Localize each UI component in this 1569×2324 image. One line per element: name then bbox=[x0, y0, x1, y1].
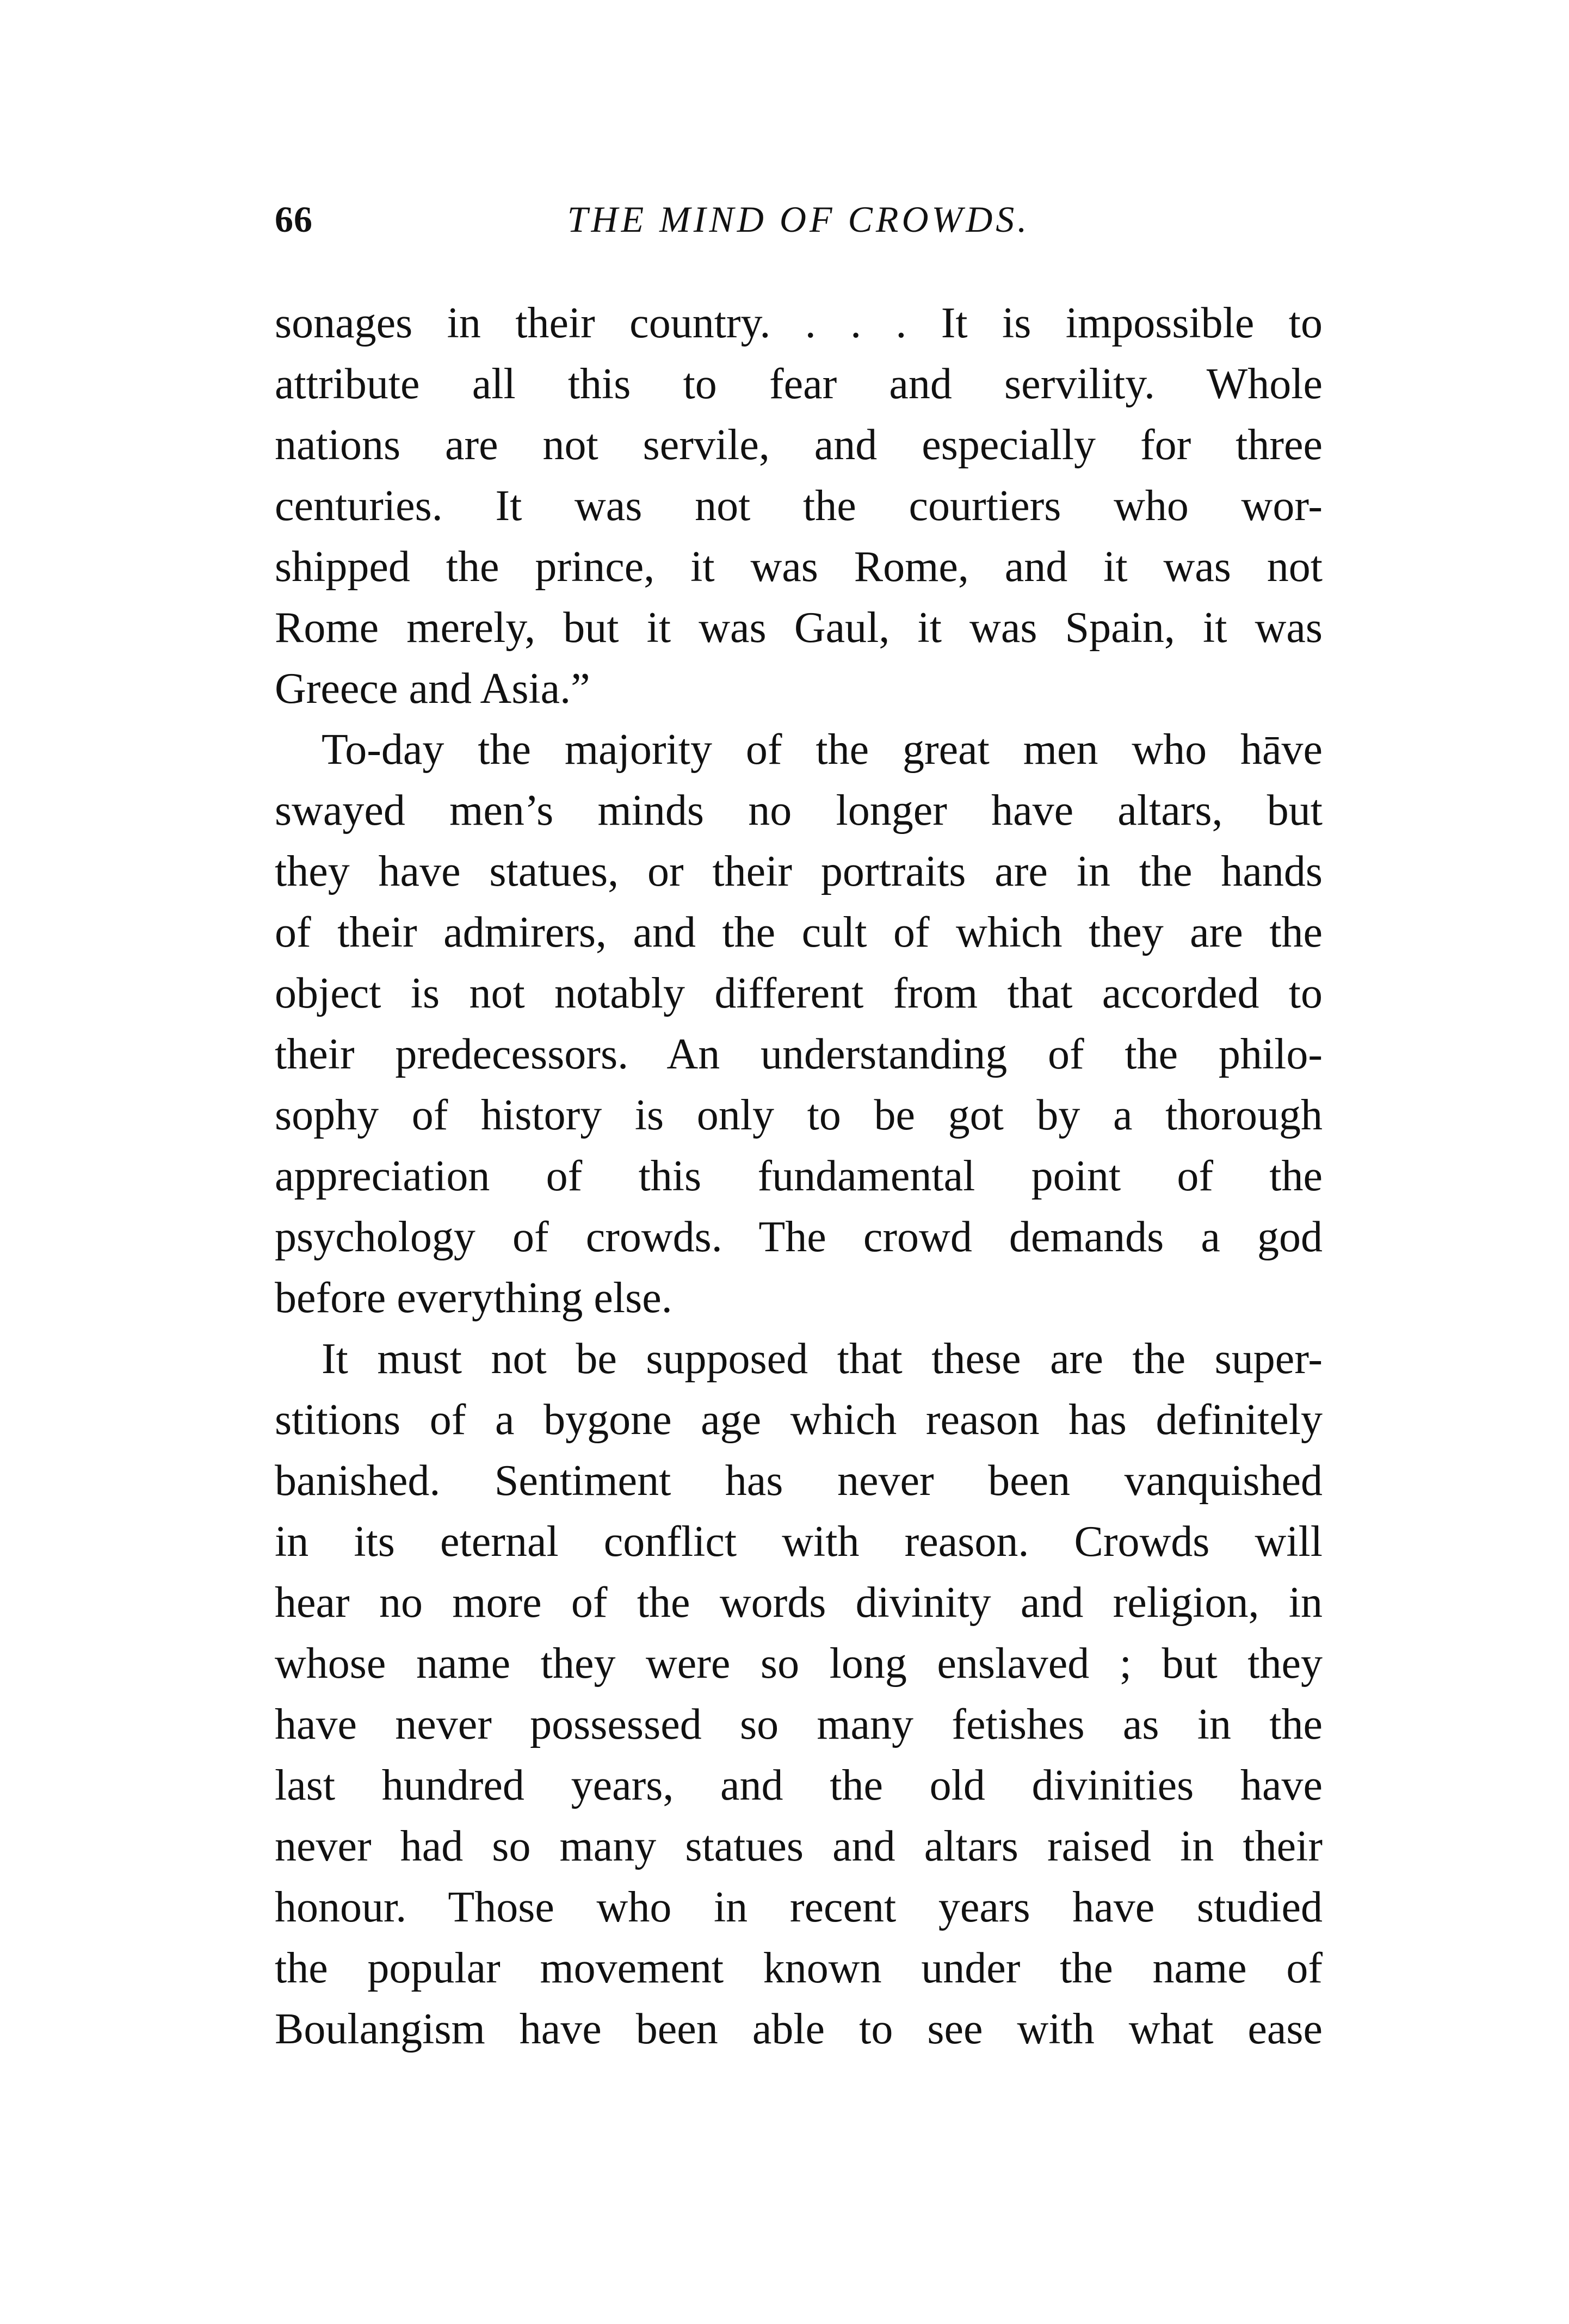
text-line: Boulangism have been able to see with what ease bbox=[275, 2005, 1323, 2053]
text-line: sonages in their country. . . . It is impossible to bbox=[275, 299, 1323, 347]
text-line: object is not notably different from that accorded to bbox=[275, 969, 1323, 1017]
text-line: never had so many statues and altars raised in their bbox=[275, 1822, 1323, 1870]
page-number: 66 bbox=[275, 199, 313, 240]
text-line: psychology of crowds. The crowd demands a god bbox=[275, 1213, 1323, 1261]
text-line: centuries. It was not the courtiers who wor- bbox=[275, 482, 1323, 530]
text-line: in its eternal conflict with reason. Crowds will bbox=[275, 1518, 1323, 1566]
text-line: swayed men’s minds no longer have altars, but bbox=[275, 787, 1323, 835]
text-line: Rome merely, but it was Gaul, it was Spain, it was bbox=[275, 604, 1323, 652]
paragraph-start-line: It must not be supposed that these are the super- bbox=[322, 1335, 1323, 1383]
body-text bbox=[275, 293, 1323, 2060]
text-line: sophy of history is only to be got by a thorough bbox=[275, 1091, 1323, 1139]
text-line: of their admirers, and the cult of which they are the bbox=[275, 908, 1323, 956]
text-line: nations are not servile, and especially for three bbox=[275, 421, 1323, 469]
text-line: last hundred years, and the old divinities have bbox=[275, 1761, 1323, 1809]
text-line: Greece and Asia.” bbox=[275, 665, 590, 713]
text-line: their predecessors. An understanding of the philo- bbox=[275, 1030, 1323, 1078]
text-line: have never possessed so many fetishes as in the bbox=[275, 1701, 1323, 1748]
text-line: shipped the prince, it was Rome, and it was not bbox=[275, 543, 1323, 591]
text-line: appreciation of this fundamental point of the bbox=[275, 1152, 1323, 1200]
running-title: THE MIND OF CROWDS. bbox=[567, 199, 1030, 240]
text-line: hear no more of the words divinity and religion, in bbox=[275, 1579, 1323, 1627]
paragraph-start-line: To-day the majority of the great men who hāve bbox=[322, 726, 1323, 774]
text-line: they have statues, or their portraits are in the hands bbox=[275, 848, 1323, 895]
text-line: before everything else. bbox=[275, 1274, 672, 1322]
text-line: attribute all this to fear and servility. Whole bbox=[275, 360, 1323, 408]
text-line: the popular movement known under the name of bbox=[275, 1944, 1323, 1992]
text-line: banished. Sentiment has never been vanquished bbox=[275, 1457, 1323, 1505]
text-line: honour. Those who in recent years have studied bbox=[275, 1883, 1323, 1931]
running-head bbox=[275, 195, 1323, 244]
text-line: whose name they were so long enslaved ; but they bbox=[275, 1640, 1323, 1688]
text-line: stitions of a bygone age which reason has definitely bbox=[275, 1396, 1323, 1444]
